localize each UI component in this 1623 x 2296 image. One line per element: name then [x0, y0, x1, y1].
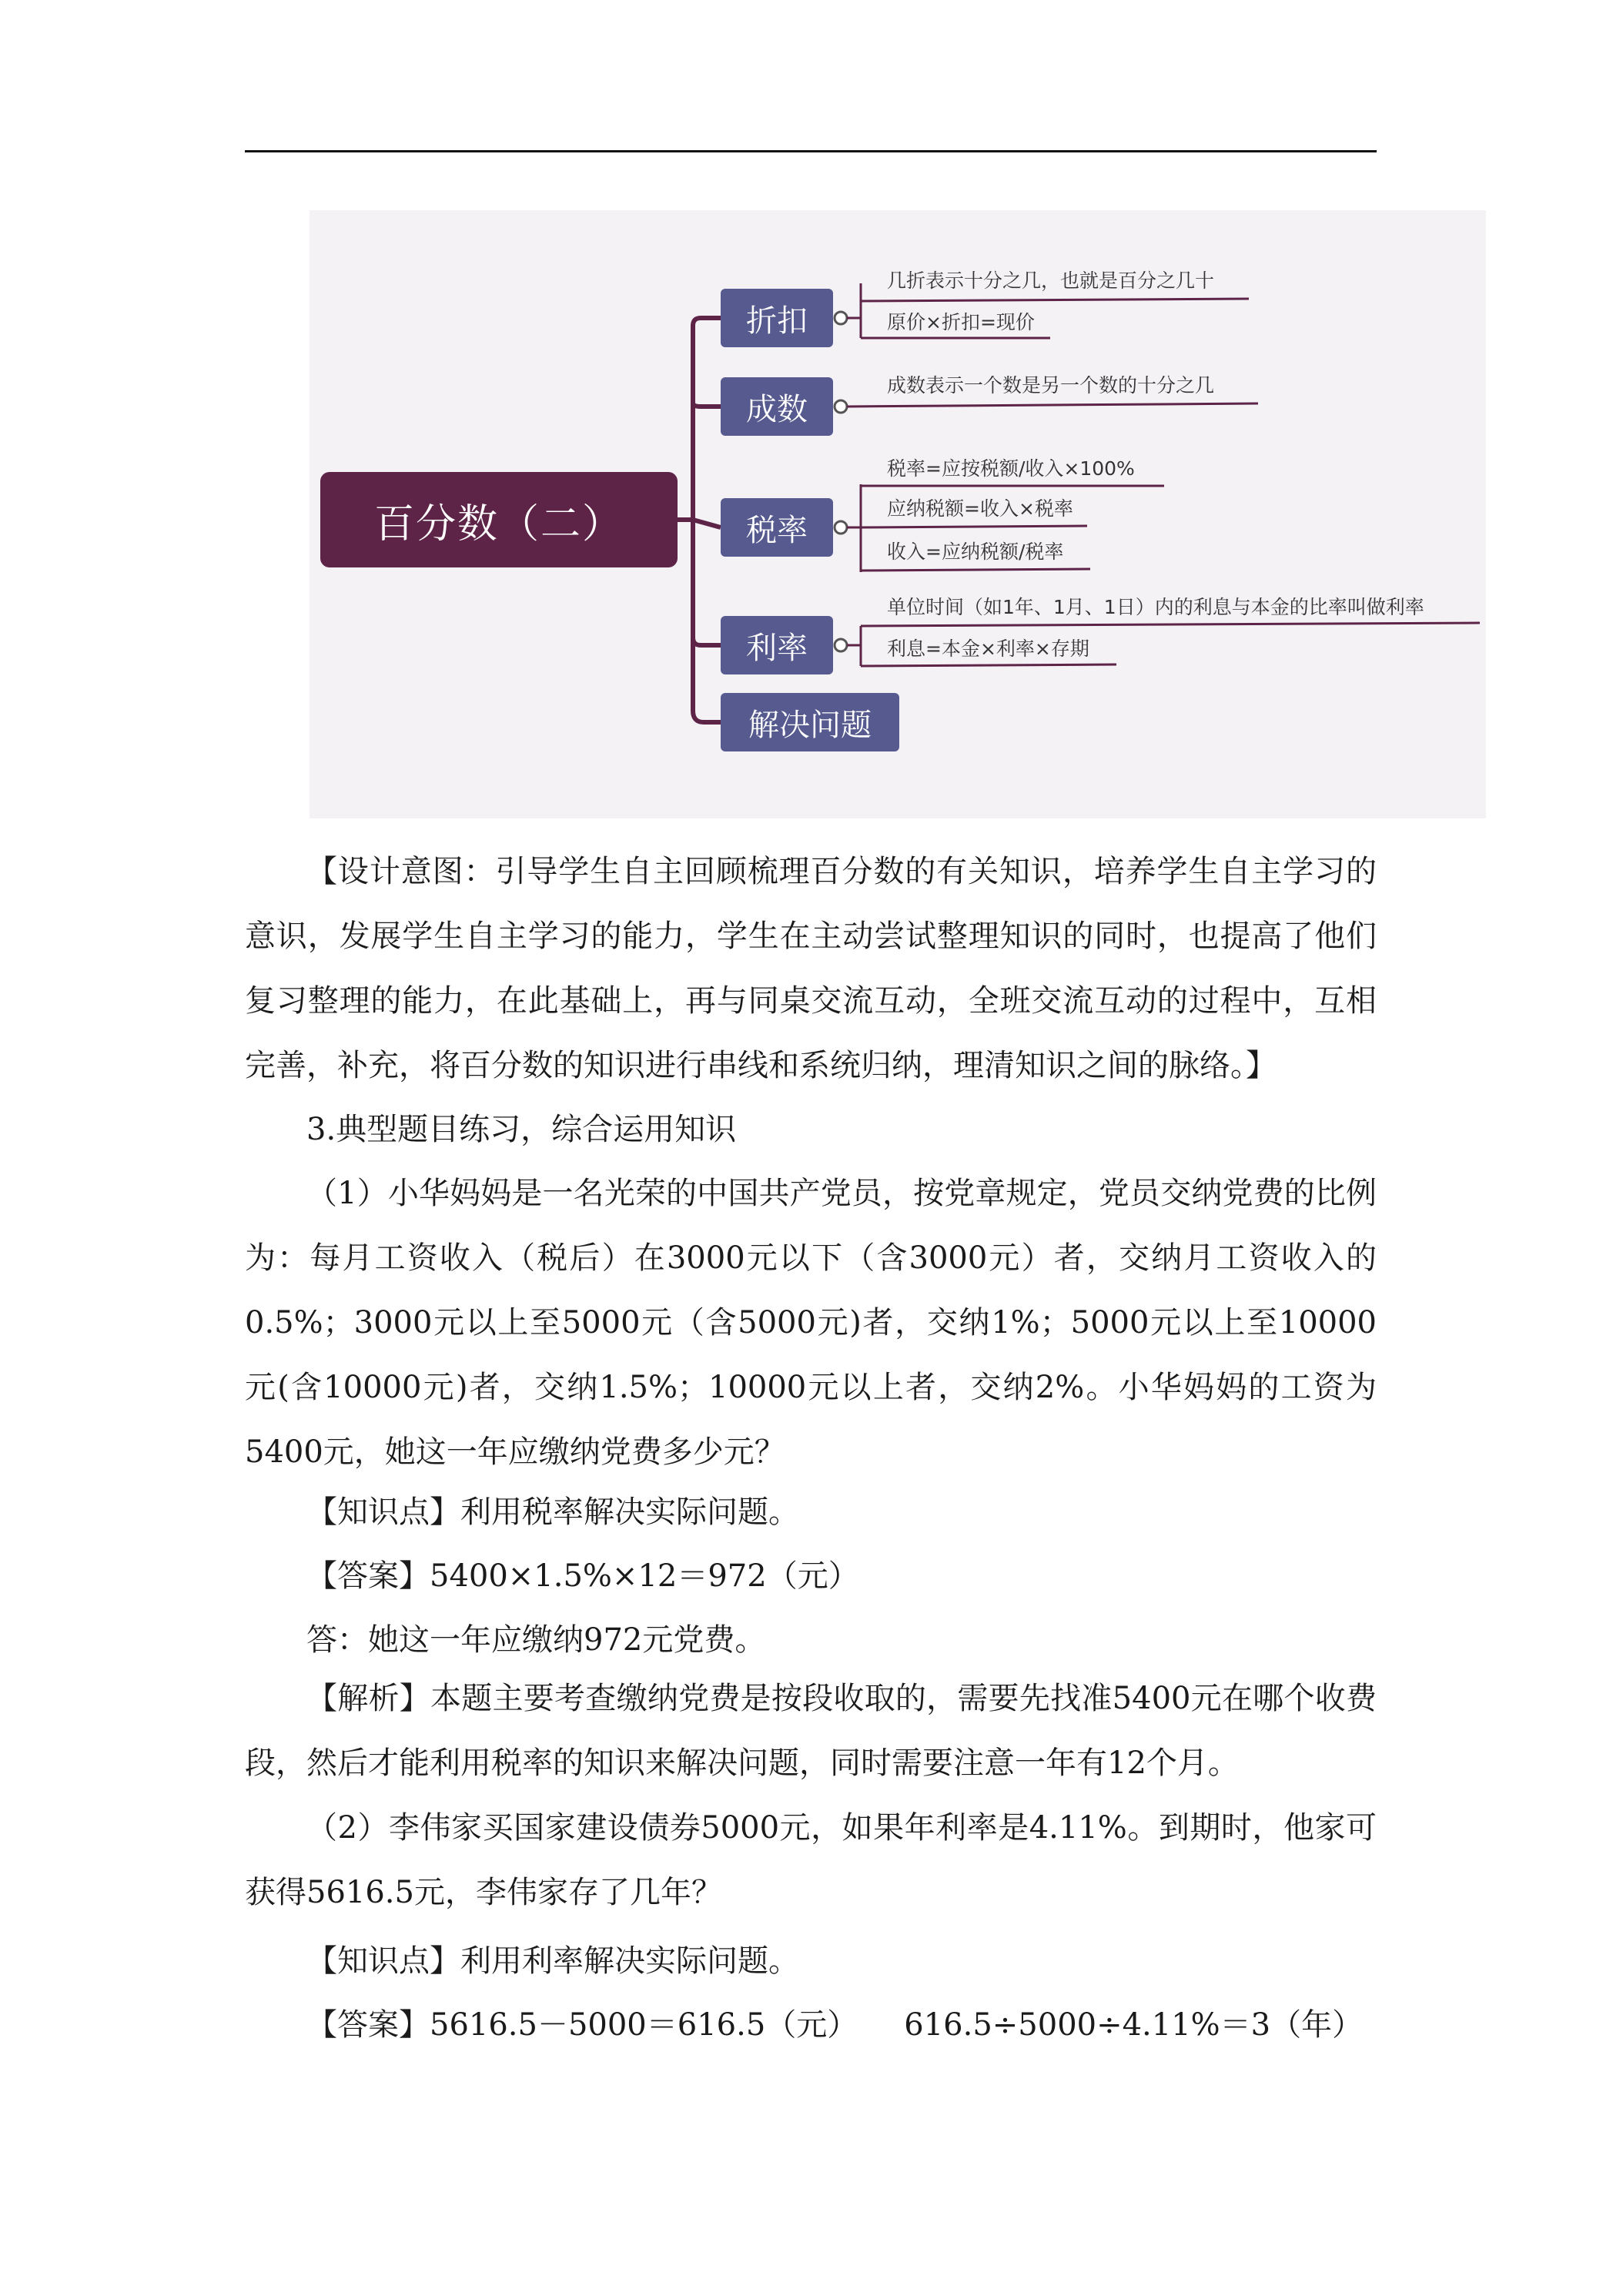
q1-reply: 答：她这一年应缴纳972元党费。 — [306, 1622, 766, 1658]
leaf-discount-2: 原价×折扣=现价 — [887, 311, 1035, 333]
header-rule — [245, 150, 1377, 152]
question-2: （2）李伟家买国家建设债券5000元，如果年利率是4.11%。到期时，他家可获得5616.5元，李伟家存了几年？ — [245, 1810, 1377, 1910]
leaf-tax-1: 税率=应按税额/收入×100% — [887, 457, 1135, 480]
question-1: （1）小华妈妈是一名光荣的中国共产党员，按党章规定，党员交纳党费的比例为：每月工资收入（税后）在3000元以下（含3000元）者，交纳月工资收入的0.5%；3000元以上至5000元（含5000元)者，交纳1%；5000元以上至10000元(含10000元)者，交纳1.5%；10000元以上者，交纳2%。小华妈妈的工资为5400元，她这一年应缴纳党费多少元？ — [245, 1176, 1377, 1470]
q2-answer: 【答案】5616.5－5000＝616.5（元） 616.5÷5000÷4.11%＝3（年） — [306, 2007, 1364, 2043]
q1-analysis: 【解析】本题主要考查缴纳党费是按段收取的，需要先找准5400元在哪个收费段，然后才能利用税率的知识来解决问题，同时需要注意一年有12个月。 — [245, 1681, 1377, 1781]
leaf-discount-1: 几折表示十分之几，也就是百分之几十 — [887, 269, 1215, 292]
leaf-tax-2: 应纳税额=收入×税率 — [887, 497, 1073, 520]
leaf-interest-1: 单位时间（如1年、1月、1日）内的利息与本金的比率叫做利率 — [887, 596, 1424, 618]
q1-answer: 【答案】5400×1.5%×12＝972（元） — [306, 1558, 859, 1594]
branch-solve-problems: 解决问题 — [721, 693, 899, 751]
branch-cheng: 成数 — [721, 377, 833, 436]
branch-discount: 折扣 — [721, 289, 833, 347]
leaf-tax-3: 收入=应纳税额/税率 — [887, 541, 1064, 563]
branch-tax: 税率 — [721, 498, 833, 557]
leaf-interest-2: 利息=本金×利率×存期 — [887, 638, 1089, 660]
section-heading: 3.典型题目练习，综合运用知识 — [306, 1112, 737, 1147]
mind-map — [310, 210, 1486, 818]
q1-knowledge-point: 【知识点】利用税率解决实际问题。 — [306, 1494, 799, 1530]
design-intent-paragraph: 【设计意图：引导学生自主回顾梳理百分数的有关知识，培养学生自主学习的意识，发展学生自主学习的能力，学生在主动尝试整理知识的同时，也提高了他们复习整理的能力，在此基础上，再与同桌交流互动，全班交流互动的过程中，互相完善，补充，将百分数的知识进行串线和系统归纳，理清知识之间的脉络。】 — [245, 854, 1377, 1083]
leaf-cheng-1: 成数表示一个数是另一个数的十分之几 — [887, 374, 1215, 397]
branch-interest: 利率 — [721, 616, 833, 674]
mind-map-root: 百分数（二） — [320, 472, 678, 567]
q2-knowledge-point: 【知识点】利用利率解决实际问题。 — [306, 1943, 799, 1979]
